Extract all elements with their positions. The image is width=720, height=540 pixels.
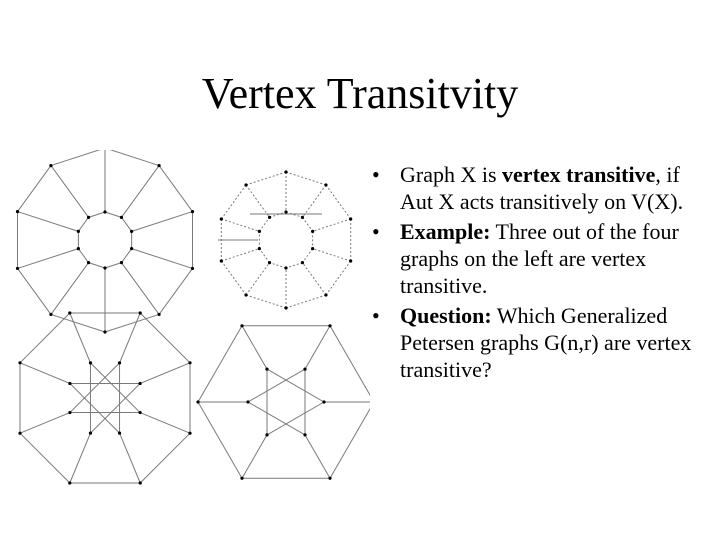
graph-edge [18,166,51,212]
graph-edge [70,363,120,413]
graph-vertex [139,311,142,314]
graph-edge [90,383,140,433]
graph-vertex [258,230,261,233]
graph-edge [105,263,121,268]
graph-edge [198,402,242,478]
graph-vertex [265,367,268,370]
graph-edge [305,326,330,369]
graph-edge [305,435,330,478]
graph-vertex [322,400,325,403]
graph-vertex [77,247,80,250]
graph-edge [246,172,286,185]
graph-vertex [130,230,133,233]
bullet-text: , if Aut X acts transitively on V(X). [400,162,684,214]
graph-vertex [303,433,306,436]
graph-edge [242,326,267,369]
graph-vertex [120,216,123,219]
bullet-item-definition [372,161,692,215]
graph-vertex [49,164,52,167]
graph-vertex [284,306,287,309]
graph-vertex [268,216,271,219]
graph-edge [221,219,259,231]
graph-vertex [244,183,247,186]
graph-vertex [220,217,223,220]
graph-edge [302,185,326,217]
graph-hexagon-star [196,324,370,480]
graph-edge [121,249,131,263]
bullet-heading: Question: [400,303,492,328]
bullet-term: vertex transitive [502,162,656,187]
graph-edge [132,212,193,232]
graph-edge [159,268,192,314]
graph-vertex [77,230,80,233]
graph-edge [330,402,370,478]
graph-vertex [265,433,268,436]
bullet-item-example [372,218,692,299]
bullet-heading: Example: [400,219,491,244]
graph-vertex [324,293,327,296]
graph-vertex [89,432,92,435]
graph-vertex [311,230,314,233]
graph-vertex [18,361,21,364]
bullet-marker: • [372,219,380,244]
graph-vertex [68,311,71,314]
graph-edge [221,185,246,219]
graph-edge [20,313,70,363]
graph-illustrations [0,150,370,540]
graph-edge [121,263,159,315]
graph-edge [270,263,286,268]
graph-vertex [268,261,271,264]
graph-vertex [120,261,123,264]
graph-edge [105,150,159,166]
graph-vertex [139,382,142,385]
graph-vertex [284,210,287,213]
graph-decagonal-prism [16,150,194,334]
graph-edge [18,268,51,314]
graph-vertex [311,247,314,250]
graph-edge [70,383,120,433]
graph-edge [105,212,121,217]
graph-edge [121,166,159,218]
graph-edge [140,413,190,434]
graph-vertex [196,400,199,403]
graph-edge [51,166,89,218]
graph-vertex [301,216,304,219]
graph-vertex [328,324,331,327]
graph-edge [120,433,141,483]
graph-edge [20,363,70,384]
graph-vertex [240,477,243,480]
graph-vertex [258,247,261,250]
graph-vertex [188,361,191,364]
graph-vertex [240,324,243,327]
graph-edge [78,249,88,263]
graph-edge [89,212,105,217]
graph-edge [259,249,269,263]
graph-edge [246,263,270,295]
graph-vertex [49,313,52,316]
graph-vertex [16,210,19,213]
graph-vertex [191,267,194,270]
graph-edge [242,435,267,478]
graph-vertex [118,432,121,435]
graph-vertex [349,217,352,220]
graph-vertex [87,261,90,264]
graph-vertex [244,293,247,296]
graph-edge [221,261,246,295]
graph-vertex [89,361,92,364]
graph-vertex [68,481,71,484]
graph-edge [90,363,140,413]
graph-vertex [130,247,133,250]
graph-vertex [18,432,21,435]
graph-edge [302,217,312,231]
graph-edge [246,185,270,217]
bullet-marker: • [372,162,380,187]
bullet-text: Graph X is [400,162,503,187]
graph-vertex [103,266,106,269]
graph-edge [51,263,89,315]
graph-edge [140,313,190,363]
graph-edge [140,363,190,384]
bullet-marker: • [372,303,380,328]
graph-vertex [349,259,352,262]
graph-vertex [68,411,71,414]
graph-edge [121,217,131,231]
graph-vertex [284,170,287,173]
graph-edge [313,249,351,261]
graph-edge [20,433,70,483]
graph-vertex [328,477,331,480]
graph-vertex [16,267,19,270]
bullet-list [372,161,692,386]
slide-title: Vertex Transitvity [201,69,519,118]
graph-edge [70,313,91,363]
graph-edge [326,185,351,219]
graph-edge [286,212,302,217]
graph-edge [140,433,190,483]
graph-edge [286,172,326,185]
graph-vertex [118,361,121,364]
graph-edge [20,413,70,434]
graph-vertex [139,481,142,484]
graph-edge [286,263,302,268]
graph-edge [326,261,351,295]
graph-vertex [68,382,71,385]
graph-edge [313,219,351,231]
bullet-text: Three out of the four graphs on the left are vertex transitive. [400,219,679,298]
graph-vertex [103,210,106,213]
graph-edge [51,150,105,166]
graph-non-vertex-transitive [218,170,352,309]
graph-vertex [103,330,106,333]
graph-edge [221,249,259,261]
graph-edge [259,217,269,231]
graph-vertex [246,400,249,403]
graph-edge [302,263,326,295]
graph-vertex [220,259,223,262]
graph-vertex [157,313,160,316]
bullet-item-question [372,302,692,383]
graph-edge [159,166,192,212]
graph-edge [18,249,79,269]
graph-edge [120,313,141,363]
graph-edge [286,295,326,308]
graph-vertex [157,164,160,167]
graph-vertex [87,216,90,219]
graph-edge [18,212,79,232]
graph-edge [270,212,286,217]
graph-edge [198,326,242,402]
graph-edge [70,433,91,483]
bullet-text: Which Generalized Petersen graphs G(n,r) are vertex transitive? [400,303,692,382]
graph-edge [89,263,105,268]
graph-edge [132,249,193,269]
graph-vertex [301,261,304,264]
graph-vertex [139,411,142,414]
graph-edge [302,249,312,263]
graph-vertex [188,432,191,435]
graph-vertex [191,210,194,213]
graph-vertex [303,367,306,370]
graph-edge [246,295,286,308]
graph-vertex [284,266,287,269]
graph-octagon-star [18,311,191,484]
graph-edge [330,326,370,402]
graph-edge [78,217,88,231]
graph-vertex [324,183,327,186]
